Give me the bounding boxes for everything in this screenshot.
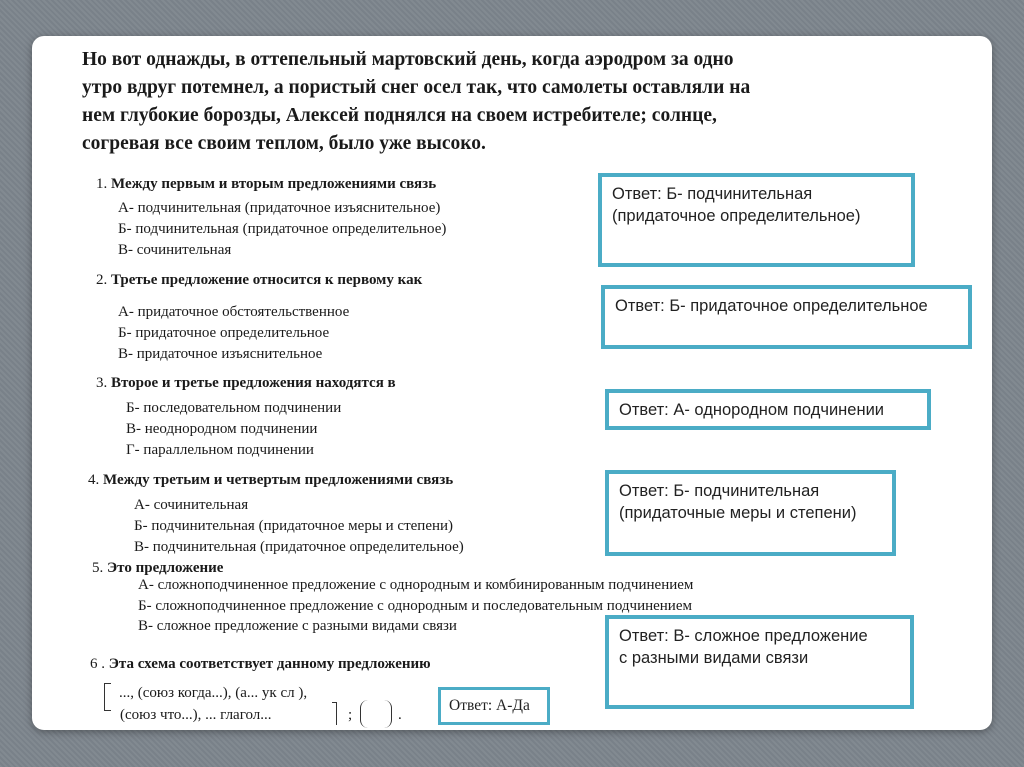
answer-box-3 — [605, 389, 931, 430]
question-text: Третье предложение относится к первому как — [111, 272, 423, 288]
question-text: Это предложение — [107, 560, 224, 576]
answer-line: Ответ: А-Да — [449, 697, 530, 714]
answer-box-5 — [605, 615, 914, 709]
question-1-title — [96, 176, 436, 193]
option: А- сложноподчиненное предложение с однородным и комбинированным подчинением — [138, 577, 694, 593]
intro-paragraph — [82, 46, 750, 158]
answer-line: Ответ: А- однородном подчинении — [619, 401, 884, 419]
answer-line: Ответ: Б- придаточное определительное — [615, 297, 928, 315]
answer-line: Ответ: В- сложное предложение — [619, 627, 868, 645]
option: В- подчинительная (придаточное определительное) — [134, 539, 464, 555]
option: А- придаточное обстоятельственное — [118, 304, 350, 320]
scheme-bracket-group — [360, 700, 392, 728]
question-text: Второе и третье предложения находятся в — [111, 375, 396, 391]
answer-line: (придаточные меры и степени) — [619, 504, 857, 522]
question-2-title — [96, 272, 422, 289]
option: Б- подчинительная (придаточное определительное) — [118, 221, 447, 237]
question-number: 2. — [96, 272, 108, 288]
question-number: 4. — [88, 472, 100, 488]
question-text: Между первым и вторым предложениями связь — [111, 176, 437, 192]
answer-box-6 — [438, 687, 550, 725]
answer-line: Ответ: Б- подчинительная — [619, 482, 820, 500]
question-6-title — [90, 656, 431, 673]
answer-line: с разными видами связи — [619, 649, 809, 667]
question-4-options — [134, 495, 464, 558]
intro-line: утро вдруг потемнел, а пористый снег осел так, что самолеты оставляли на — [82, 77, 751, 98]
option: А- подчинительная (придаточное изъяснительное) — [118, 200, 441, 216]
intro-line: согревая все своим теплом, было уже высоко. — [82, 133, 486, 154]
option: Б- придаточное определительное — [118, 325, 330, 341]
intro-line: нем глубокие борозды, Алексей поднялся на своем истребителе; солнце, — [82, 105, 717, 126]
intro-line: Но вот однажды, в оттепельный мартовский день, когда аэродром за одно — [82, 49, 734, 70]
option: Б- последовательном подчинении — [126, 400, 342, 416]
option: А- сочинительная — [134, 497, 249, 513]
question-4-title — [88, 472, 453, 489]
question-text: Эта схема соответствует данному предложению — [108, 656, 431, 672]
answer-box-1 — [598, 173, 915, 267]
question-number: 6 . — [90, 656, 105, 672]
question-number: 5. — [92, 560, 104, 576]
answer-box-2 — [601, 285, 972, 349]
slide — [32, 36, 992, 730]
question-1-options — [118, 198, 446, 261]
scheme-line-1: ..., (союз когда...), (а... ук сл ), — [119, 685, 308, 701]
answer-line: Ответ: Б- подчинительная — [612, 185, 813, 203]
question-3-title — [96, 375, 396, 392]
option: В- неоднородном подчинении — [126, 421, 318, 437]
answer-box-4 — [605, 470, 896, 556]
scheme-semicolon: ; — [348, 707, 353, 723]
question-text: Между третьим и четвертым предложениями связь — [103, 472, 454, 488]
question-3-options — [126, 398, 341, 461]
option: В- придаточное изъяснительное — [118, 346, 323, 362]
question-number: 1. — [96, 176, 108, 192]
scheme-period: . — [398, 707, 402, 723]
answer-line: (придаточное определительное) — [612, 207, 861, 225]
question-number: 3. — [96, 375, 108, 391]
scheme-line-2: (союз что...), ... глагол... — [120, 707, 272, 723]
option: Б- подчинительная (придаточное меры и степени) — [134, 518, 454, 534]
scheme-bracket-left — [104, 683, 111, 711]
option: В- сочинительная — [118, 242, 232, 258]
option: Б- сложноподчиненное предложение с однородным и последовательным подчинением — [138, 597, 692, 614]
option: Г- параллельном подчинении — [126, 442, 314, 458]
option: В- сложное предложение с разными видами связи — [138, 618, 457, 634]
question-2-options — [118, 302, 349, 365]
scheme-bracket-close — [332, 702, 337, 725]
